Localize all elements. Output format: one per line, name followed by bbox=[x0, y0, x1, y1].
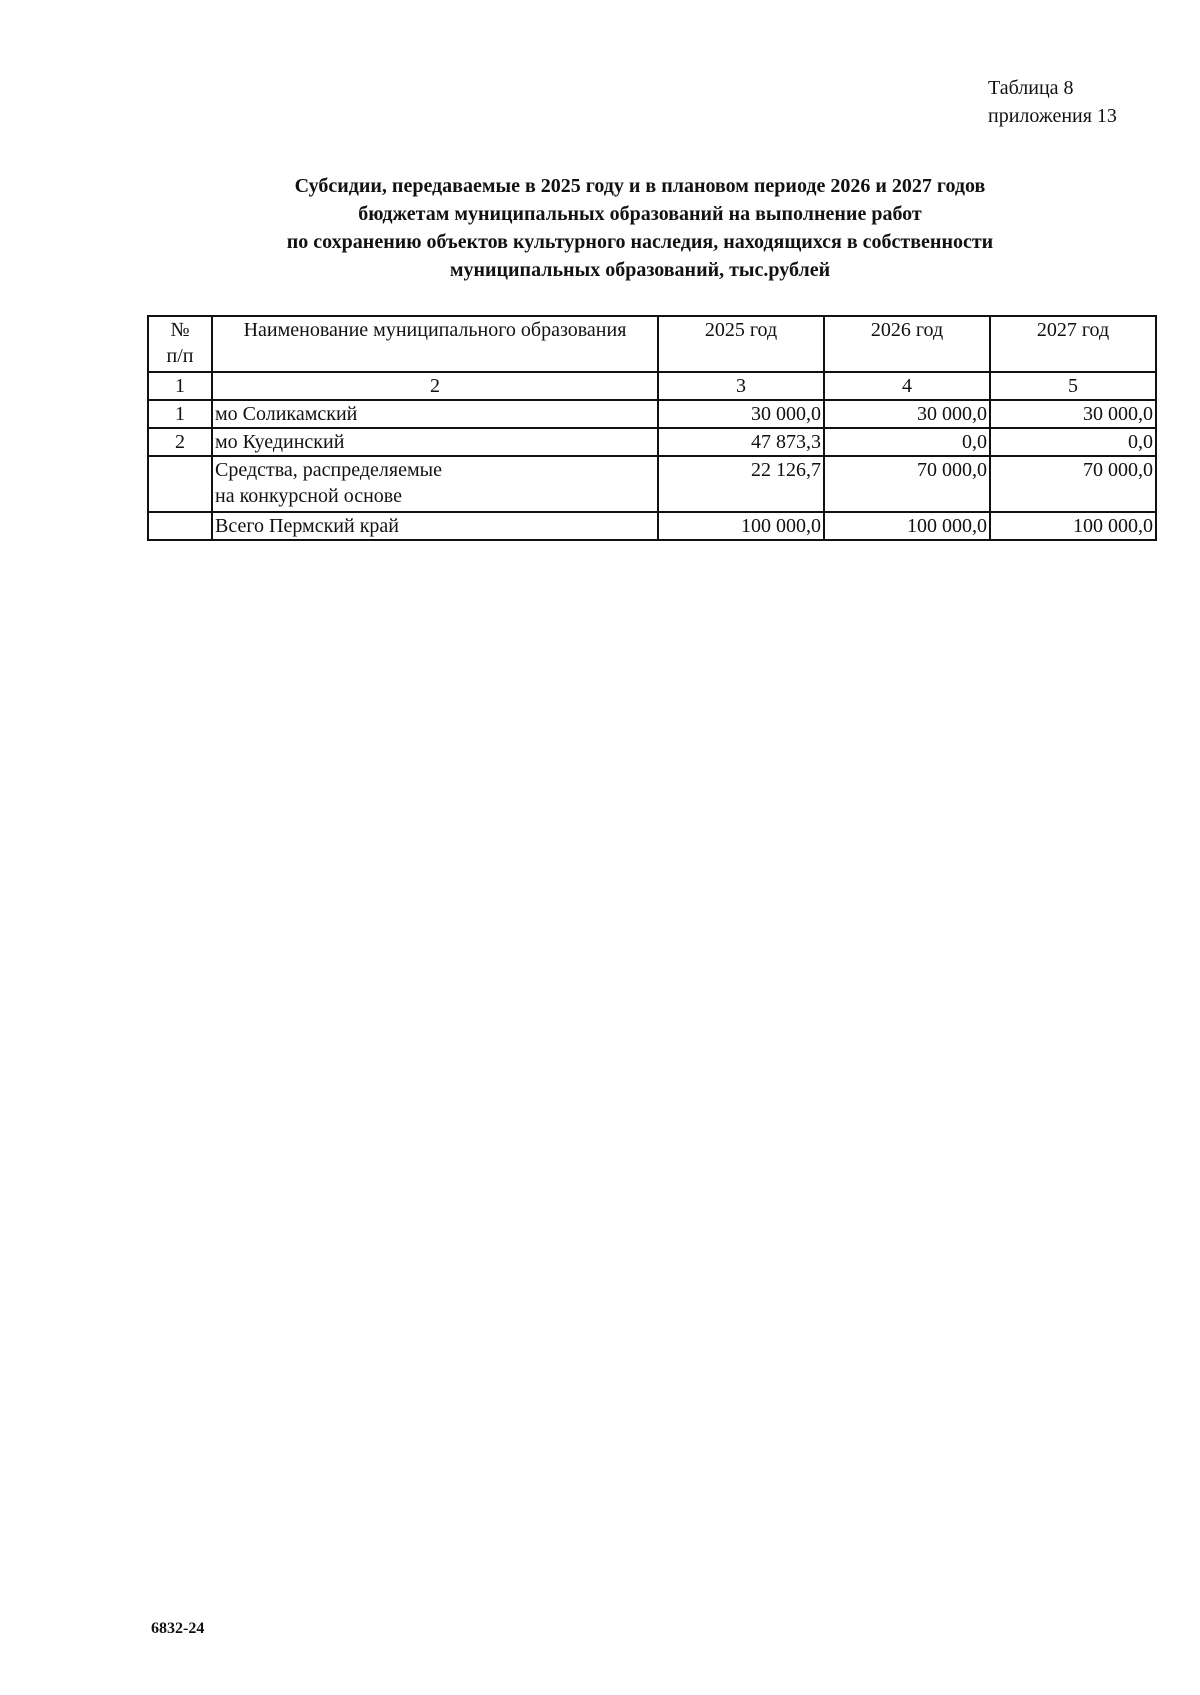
row-value-2025: 47 873,3 bbox=[658, 428, 824, 456]
total-value-2027: 100 000,0 bbox=[990, 512, 1156, 540]
column-number-cell: 2 bbox=[212, 372, 658, 400]
header-2026: 2026 год bbox=[824, 316, 990, 372]
subsidies-table bbox=[147, 315, 1157, 541]
table-reference bbox=[988, 74, 1117, 130]
row-name bbox=[212, 456, 658, 512]
total-value-2026: 100 000,0 bbox=[824, 512, 990, 540]
column-number-cell: 4 bbox=[824, 372, 990, 400]
header-number-pp: п/п bbox=[166, 345, 194, 367]
row-value-2026: 70 000,0 bbox=[824, 456, 990, 512]
header-name: Наименование муниципального образования bbox=[212, 316, 658, 372]
column-number-cell: 5 bbox=[990, 372, 1156, 400]
total-name: Всего Пермский край bbox=[212, 512, 658, 540]
row-number: 1 bbox=[148, 400, 212, 428]
header-2025: 2025 год bbox=[658, 316, 824, 372]
column-number-row bbox=[148, 372, 1156, 400]
row-value-2027: 30 000,0 bbox=[990, 400, 1156, 428]
row-name: мо Соликамский bbox=[212, 400, 658, 428]
title-line-3: по сохранению объектов культурного наследия, находящихся в собственности bbox=[286, 231, 994, 253]
row-name-line-2: на конкурсной основе bbox=[215, 485, 402, 507]
table-row bbox=[148, 400, 1156, 428]
title-line-1: Субсидии, передаваемые в 2025 году и в плановом периоде 2026 и 2027 годов bbox=[294, 175, 986, 197]
document-title bbox=[170, 172, 1110, 284]
row-number: 2 bbox=[148, 428, 212, 456]
header-number bbox=[148, 316, 212, 372]
total-row bbox=[148, 512, 1156, 540]
document-code: 6832-24 bbox=[151, 1620, 205, 1637]
title-line-2: бюджетам муниципальных образований на выполнение работ bbox=[358, 203, 922, 225]
header-2027: 2027 год bbox=[990, 316, 1156, 372]
column-number-cell: 3 bbox=[658, 372, 824, 400]
row-value-2025: 30 000,0 bbox=[658, 400, 824, 428]
table-header-row bbox=[148, 316, 1156, 372]
row-value-2026: 30 000,0 bbox=[824, 400, 990, 428]
row-number bbox=[148, 456, 212, 512]
header-number-sign: № bbox=[170, 319, 190, 341]
total-value-2025: 100 000,0 bbox=[658, 512, 824, 540]
total-number-cell bbox=[148, 512, 212, 540]
table-row bbox=[148, 456, 1156, 512]
table-number-label: Таблица 8 bbox=[988, 77, 1074, 99]
appendix-label: приложения 13 bbox=[988, 105, 1117, 127]
title-line-4: муниципальных образований, тыс.рублей bbox=[449, 259, 831, 281]
row-name-line-1: Средства, распределяемые bbox=[215, 459, 442, 481]
row-value-2027: 70 000,0 bbox=[990, 456, 1156, 512]
row-value-2027: 0,0 bbox=[990, 428, 1156, 456]
column-number-cell: 1 bbox=[148, 372, 212, 400]
row-value-2025: 22 126,7 bbox=[658, 456, 824, 512]
table-row bbox=[148, 428, 1156, 456]
row-value-2026: 0,0 bbox=[824, 428, 990, 456]
row-name: мо Куединский bbox=[212, 428, 658, 456]
